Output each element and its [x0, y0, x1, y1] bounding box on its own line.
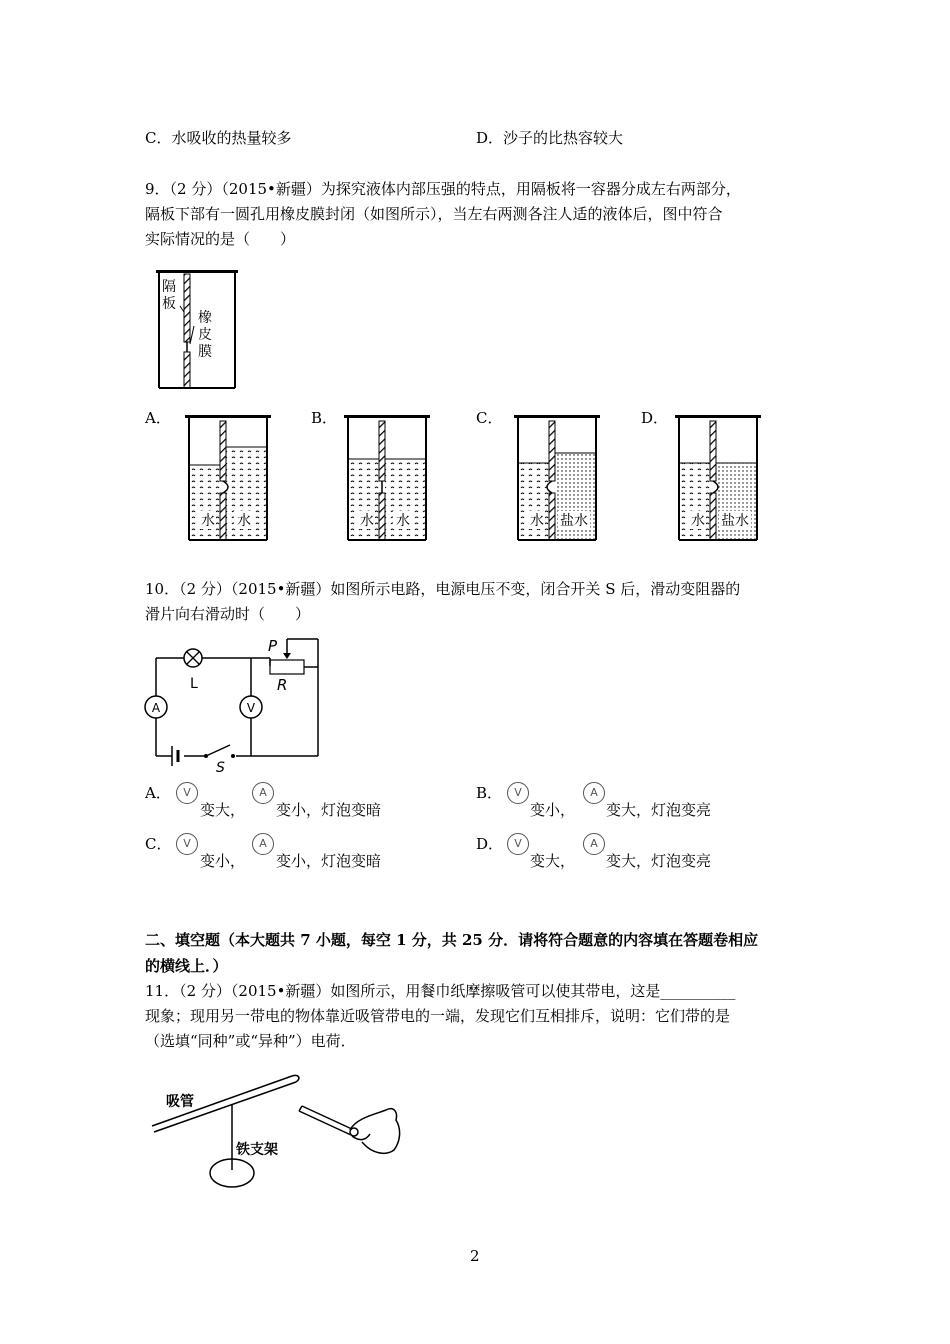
- q9-main-figure: [150, 266, 242, 392]
- q9-a-right-label: 水: [237, 513, 251, 529]
- q11-line-3: （选填“同种”或“异种”）电荷．: [145, 1032, 356, 1050]
- q10-circuit-label-p: P: [268, 637, 278, 655]
- q10-option-b: [476, 782, 502, 803]
- q10-option-b-ammeter-icon: A: [583, 782, 605, 804]
- q10-option-d-text-1: 变大，: [530, 852, 576, 870]
- q9-line-3: 实际情况的是（ ）: [145, 230, 296, 248]
- q10-circuit-label-v: V: [246, 701, 256, 715]
- q9-d-left-label: 水: [691, 513, 705, 529]
- q11-straw-label: 吸管: [166, 1094, 194, 1110]
- q9-option-d-letter: D．: [641, 409, 669, 427]
- q9-d-right-label: 盐水: [721, 513, 749, 529]
- q10-lamp-icon: [184, 649, 202, 667]
- q9-partition-label-1: 隔: [162, 279, 176, 295]
- q10-option-b-voltmeter-icon: V: [507, 782, 529, 804]
- q9-line-1: 9．（2 分）（2015•新疆）为探究液体内部压强的特点，用隔板将一容器分成左右两部分，: [145, 180, 741, 198]
- q9-option-d-figure: [673, 413, 763, 545]
- q10-option-d-ammeter-icon: A: [583, 833, 605, 855]
- q10-option-c-ammeter-icon: A: [252, 833, 274, 855]
- q9-option-b-letter: B．: [311, 409, 338, 427]
- q10-line-2: 滑片向右滑动时（ ）: [145, 605, 311, 623]
- q9-a-left-label: 水: [201, 513, 215, 529]
- q11-figure: [140, 1070, 420, 1196]
- q10-option-c-text-2: 变小，灯泡变暗: [276, 852, 382, 870]
- q9-option-b-figure: [342, 413, 432, 545]
- page-number: 2: [470, 1247, 480, 1265]
- q10-option-c-letter: C．: [145, 835, 172, 853]
- q10-option-a-ammeter-icon: A: [252, 782, 274, 804]
- q8-option-c: C．水吸收的热量较多: [145, 129, 292, 147]
- q10-option-a-letter: A．: [145, 784, 171, 802]
- q10-option-d-text-2: 变大，灯泡变亮: [606, 852, 712, 870]
- q11-line-2: 现象；现用另一带电的物体靠近吸管带电的一端，发现它们互相排斥，说明：它们带的是: [145, 1007, 731, 1025]
- section-2-heading-line-1: 二、填空题（本大题共 7 小题，每空 1 分，共 25 分．请将符合题意的内容填在答题卷相应: [145, 931, 759, 949]
- q9-membrane-label-2: 皮: [198, 327, 212, 343]
- q10-option-c-voltmeter-icon: V: [176, 833, 198, 855]
- section-2-heading-line-2: 的横线上．）: [145, 957, 228, 975]
- q10-circuit-label-l: L: [190, 676, 198, 692]
- q10-option-c: [145, 833, 171, 854]
- q10-option-d-letter: D．: [476, 835, 504, 853]
- q9-option-c-letter: C．: [476, 409, 503, 427]
- q10-option-a: [145, 782, 171, 803]
- q9-line-2: 隔板下部有一圆孔用橡皮膜封闭（如图所示），当左右两测各注人适的液体后，图中符合: [145, 205, 723, 223]
- q10-slider-arrow: [283, 653, 291, 659]
- q10-circuit-label-s: S: [216, 760, 225, 774]
- q10-circuit-label-a: A: [151, 701, 161, 715]
- q9-option-a-letter: A．: [145, 409, 171, 427]
- q10-option-a-text-1: 变大，: [200, 801, 246, 819]
- q9-membrane-label-1: 橡: [198, 310, 212, 326]
- q9-option-a-figure: [183, 413, 273, 545]
- q9-membrane-label-3: 膜: [198, 344, 212, 360]
- q10-option-b-text-1: 变小，: [530, 801, 576, 819]
- q10-option-d: [476, 833, 503, 854]
- q10-option-b-letter: B．: [476, 784, 503, 802]
- q9-c-left-label: 水: [530, 513, 544, 529]
- q10-option-d-voltmeter-icon: V: [507, 833, 529, 855]
- q10-option-c-text-1: 变小，: [200, 852, 246, 870]
- q11-line-1: 11．（2 分）（2015•新疆）如图所示，用餐巾纸摩擦吸管可以使其带电，这是__________: [145, 982, 736, 1000]
- q9-b-right-label: 水: [396, 513, 410, 529]
- q8-option-d: D．沙子的比热容较大: [476, 129, 624, 147]
- q10-line-1: 10．（2 分）（2015•新疆）如图所示电路，电源电压不变，闭合开关 S 后，滑动变阻器的: [145, 580, 741, 598]
- q10-circuit-label-r: R: [277, 676, 288, 694]
- q10-option-a-text-2: 变小，灯泡变暗: [276, 801, 382, 819]
- q9-partition-label-2: 板: [162, 296, 176, 312]
- q9-b-left-label: 水: [360, 513, 374, 529]
- q10-option-b-text-2: 变大，灯泡变亮: [606, 801, 712, 819]
- q11-stand-label: 铁支架: [236, 1142, 278, 1158]
- q9-c-right-label: 盐水: [560, 513, 588, 529]
- q9-option-c-figure: [512, 413, 602, 545]
- q10-circuit-diagram: [142, 634, 324, 774]
- q10-option-a-voltmeter-icon: V: [176, 782, 198, 804]
